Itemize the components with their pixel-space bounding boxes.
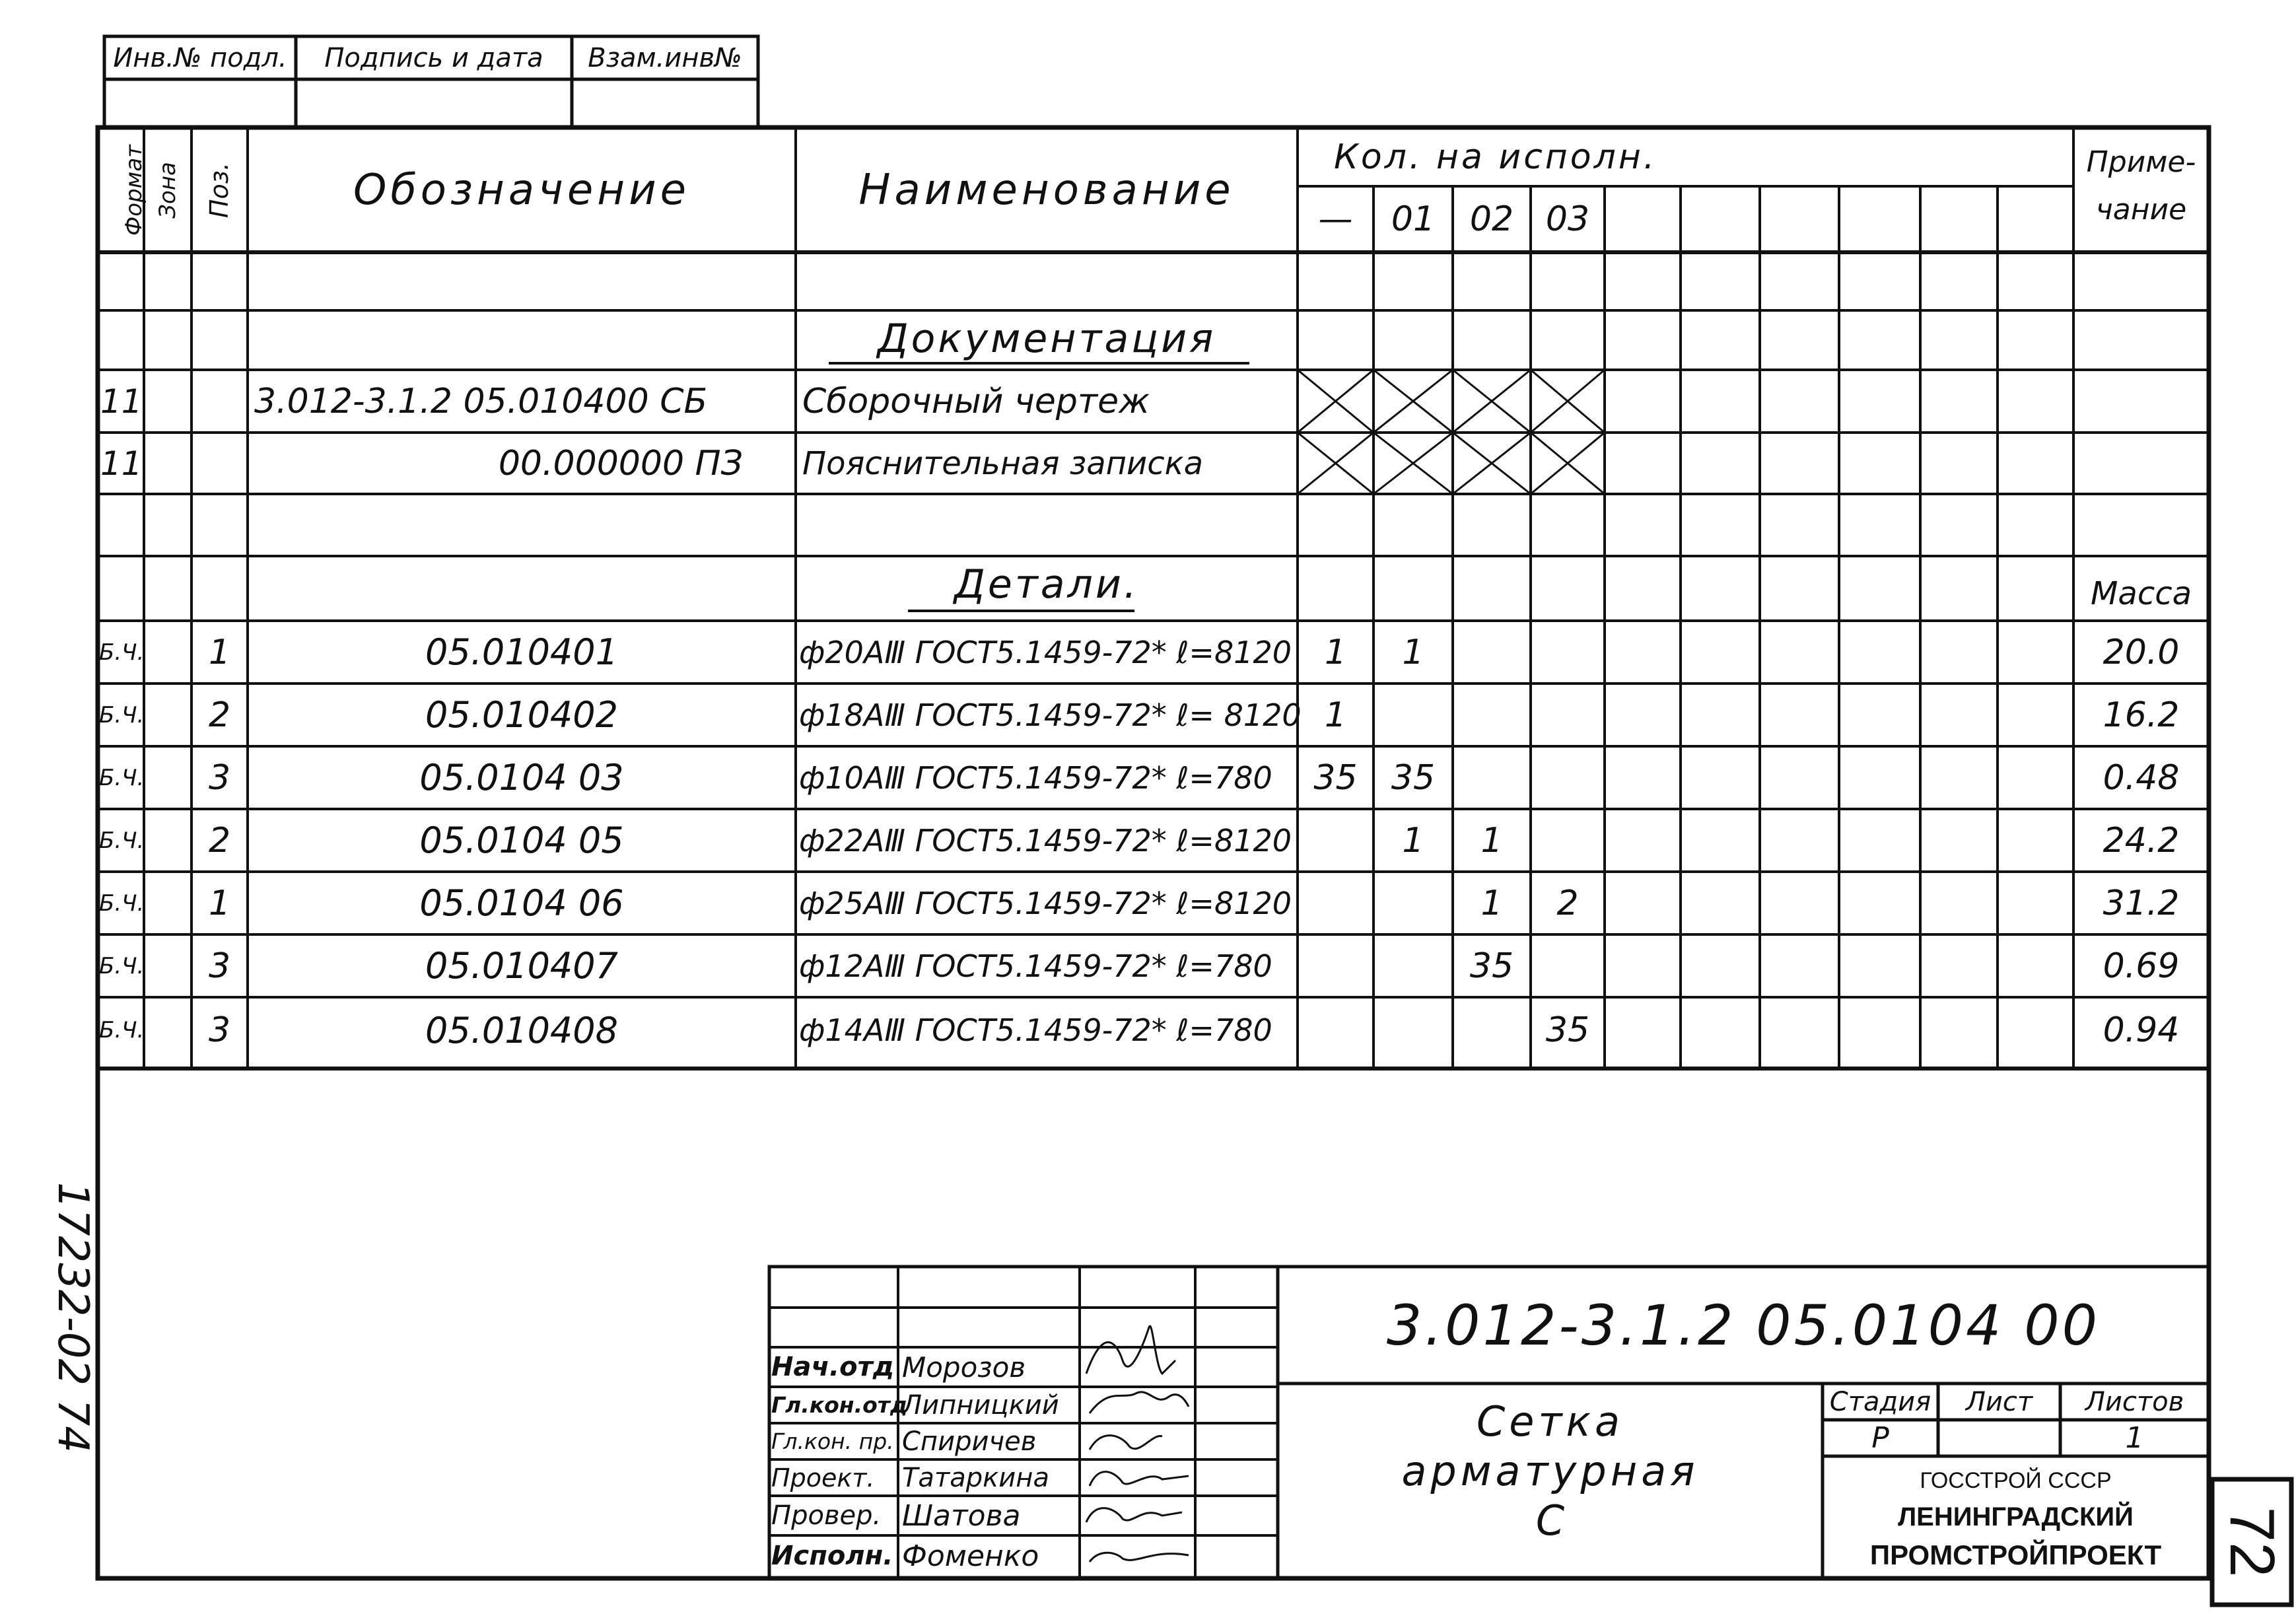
part-row-format: Б.Ч. — [99, 952, 145, 979]
doc-row-name: Пояснительная записка — [802, 444, 1204, 482]
part-row-name: ф10АⅢ ГОСТ5.1459-72* ℓ=780 — [799, 759, 1272, 796]
part-row-qty-base: 1 — [1324, 632, 1347, 672]
stamp-inv-number-header: Инв.№ подл. — [113, 43, 287, 73]
approver-name: Фоменко — [902, 1539, 1039, 1573]
part-row-qty-03: 2 — [1556, 883, 1579, 923]
part-row-name: ф22АⅢ ГОСТ5.1459-72* ℓ=8120 — [799, 822, 1292, 859]
col-qty-header: Кол. на исполн. — [1334, 137, 1657, 177]
part-row-designation: 05.0104 06 — [419, 882, 624, 924]
org-name-line2: ЛЕНИНГРАДСКИЙ — [1898, 1502, 2134, 1531]
part-row-pos: 2 — [208, 820, 231, 860]
part-row-qty-01 — [1374, 872, 1453, 934]
part-row-format: Б.Ч. — [99, 1017, 145, 1043]
part-row-qty-02 — [1453, 684, 1531, 746]
part-row-qty-01: 1 — [1402, 820, 1424, 860]
signature-5 — [1086, 1508, 1182, 1522]
approver-name: Шатова — [902, 1498, 1021, 1533]
part-row-qty-03 — [1531, 684, 1605, 746]
part-row-pos: 3 — [208, 1010, 231, 1050]
doc-row-designation: 3.012-3.1.2 05.010400 СБ — [254, 381, 708, 421]
col-format-header: Формат — [121, 145, 147, 236]
part-row-pos: 3 — [208, 946, 231, 986]
part-row-mass: 31.2 — [2103, 883, 2180, 923]
part-row-format: Б.Ч. — [99, 890, 145, 917]
part-row-qty-03: 35 — [1545, 1010, 1590, 1050]
sheets-value: 1 — [2125, 1421, 2144, 1455]
sheet-value — [1938, 1420, 2060, 1456]
part-row-qty-03 — [1531, 934, 1605, 997]
approver-name: Татаркина — [902, 1462, 1049, 1493]
drawing-title-line2: арматурная — [1401, 1447, 1699, 1495]
part-row-mass: 0.69 — [2103, 946, 2180, 986]
part-row-mass: 16.2 — [2103, 695, 2180, 735]
approver-role: Гл.кон.отд — [771, 1392, 908, 1418]
col-designation-header: Обозначение — [353, 165, 691, 215]
signature-1 — [1086, 1326, 1175, 1374]
part-row-pos: 1 — [208, 632, 231, 672]
approver-role: Исполн. — [771, 1541, 893, 1571]
doc-row-designation: 00.000000 ПЗ — [498, 443, 743, 483]
signature-2 — [1090, 1392, 1189, 1413]
document-designation: 3.012-3.1.2 05.0104 00 — [1386, 1292, 2101, 1358]
part-row-designation: 05.010408 — [425, 1009, 619, 1051]
part-row-qty-02: 35 — [1469, 946, 1514, 986]
part-row-designation: 05.010402 — [425, 694, 619, 736]
part-row-name: ф18АⅢ ГОСТ5.1459-72* ℓ= 8120 — [799, 697, 1302, 733]
part-row-qty-03 — [1531, 621, 1605, 684]
part-row-qty-base: 35 — [1313, 757, 1358, 798]
approver-name: Спиричев — [902, 1426, 1037, 1457]
part-row-qty-02 — [1453, 621, 1531, 684]
part-row-qty-base — [1298, 997, 1374, 1063]
stamp-signature-date-header: Подпись и дата — [324, 43, 543, 73]
part-row-name: ф12АⅢ ГОСТ5.1459-72* ℓ=780 — [799, 948, 1272, 984]
signature-6 — [1090, 1553, 1189, 1562]
part-row-format: Б.Ч. — [99, 764, 145, 791]
part-row-designation: 05.0104 03 — [419, 757, 624, 798]
sheet-number: 72 — [2217, 1506, 2287, 1578]
part-row-name: ф20АⅢ ГОСТ5.1459-72* ℓ=8120 — [799, 634, 1292, 670]
part-row-qty-02: 1 — [1480, 883, 1503, 923]
part-row-mass: 20.0 — [2103, 632, 2180, 672]
org-name-line1: ГОССТРОЙ СССР — [1920, 1468, 2112, 1493]
drawing-title-line3: С — [1535, 1496, 1565, 1545]
archive-number-note: 17232-02 74 — [48, 1182, 97, 1453]
part-row-pos: 2 — [208, 695, 231, 735]
signature-4 — [1090, 1472, 1189, 1486]
qty-variant-01: 01 — [1391, 199, 1436, 239]
part-row-mass: 0.94 — [2103, 1010, 2180, 1050]
part-row-qty-base — [1298, 872, 1374, 934]
part-row-qty-03 — [1531, 746, 1605, 809]
stage-value: Р — [1871, 1421, 1889, 1455]
drawing-title-line1: Сетка — [1477, 1397, 1624, 1446]
qty-variant-base: — — [1318, 199, 1353, 239]
part-row-qty-02 — [1453, 997, 1531, 1063]
part-row-format: Б.Ч. — [99, 639, 145, 666]
part-row-qty-01: 1 — [1402, 632, 1424, 672]
part-row-qty-01 — [1374, 934, 1453, 997]
part-row-qty-01 — [1374, 997, 1453, 1063]
part-row-qty-01 — [1374, 684, 1453, 746]
part-row-format: Б.Ч. — [99, 827, 145, 854]
approver-name: Липницкий — [902, 1389, 1059, 1421]
part-row-qty-base: 1 — [1324, 695, 1347, 735]
part-row-designation: 05.0104 05 — [419, 820, 624, 861]
mass-label: Масса — [2090, 575, 2192, 612]
col-zone-header: Зона — [155, 162, 181, 219]
col-name-header: Наименование — [858, 165, 1235, 215]
qty-variant-03: 03 — [1545, 199, 1590, 239]
part-row-mass: 0.48 — [2103, 757, 2180, 798]
sheets-label: Листов — [2085, 1386, 2184, 1417]
part-row-qty-03 — [1531, 809, 1605, 872]
doc-row-name: Сборочный чертеж — [802, 381, 1150, 421]
doc-row-format: 11 — [100, 382, 143, 421]
section-documentation-title: Документация — [877, 315, 1216, 362]
part-row-pos: 3 — [208, 757, 231, 798]
col-pos-header: Поз. — [205, 162, 234, 219]
section-parts-title: Детали. — [954, 561, 1139, 608]
part-row-qty-01: 35 — [1391, 757, 1436, 798]
approver-role: Провер. — [771, 1500, 882, 1531]
signature-3 — [1090, 1436, 1162, 1450]
part-row-designation: 05.010407 — [425, 945, 619, 987]
stage-label: Стадия — [1829, 1386, 1931, 1417]
part-row-name: ф14АⅢ ГОСТ5.1459-72* ℓ=780 — [799, 1012, 1272, 1048]
part-row-pos: 1 — [208, 883, 231, 923]
stamp-replacement-header: Взам.инв№ — [588, 43, 742, 73]
part-row-name: ф25АⅢ ГОСТ5.1459-72* ℓ=8120 — [799, 885, 1292, 921]
part-row-format: Б.Ч. — [99, 701, 145, 728]
org-name-line3: ПРОМСТРОЙПРОЕКТ — [1869, 1539, 2162, 1570]
part-row-mass: 24.2 — [2103, 820, 2180, 860]
qty-variant-02: 02 — [1469, 199, 1514, 239]
approver-role: Проект. — [771, 1463, 875, 1492]
part-row-qty-02 — [1453, 746, 1531, 809]
col-note-header-line2: чание — [2095, 192, 2187, 227]
col-note-header-line1: Приме- — [2086, 145, 2196, 179]
approver-role: Нач.отд — [771, 1352, 895, 1382]
approver-name: Морозов — [902, 1351, 1026, 1384]
part-row-qty-02: 1 — [1480, 820, 1503, 860]
part-row-qty-base — [1298, 934, 1374, 997]
sheet-label: Лист — [1965, 1386, 2033, 1417]
doc-row-format: 11 — [100, 444, 143, 483]
part-row-qty-base — [1298, 809, 1374, 872]
part-row-designation: 05.010401 — [425, 631, 619, 673]
approver-role: Гл.кон. пр. — [771, 1428, 894, 1454]
